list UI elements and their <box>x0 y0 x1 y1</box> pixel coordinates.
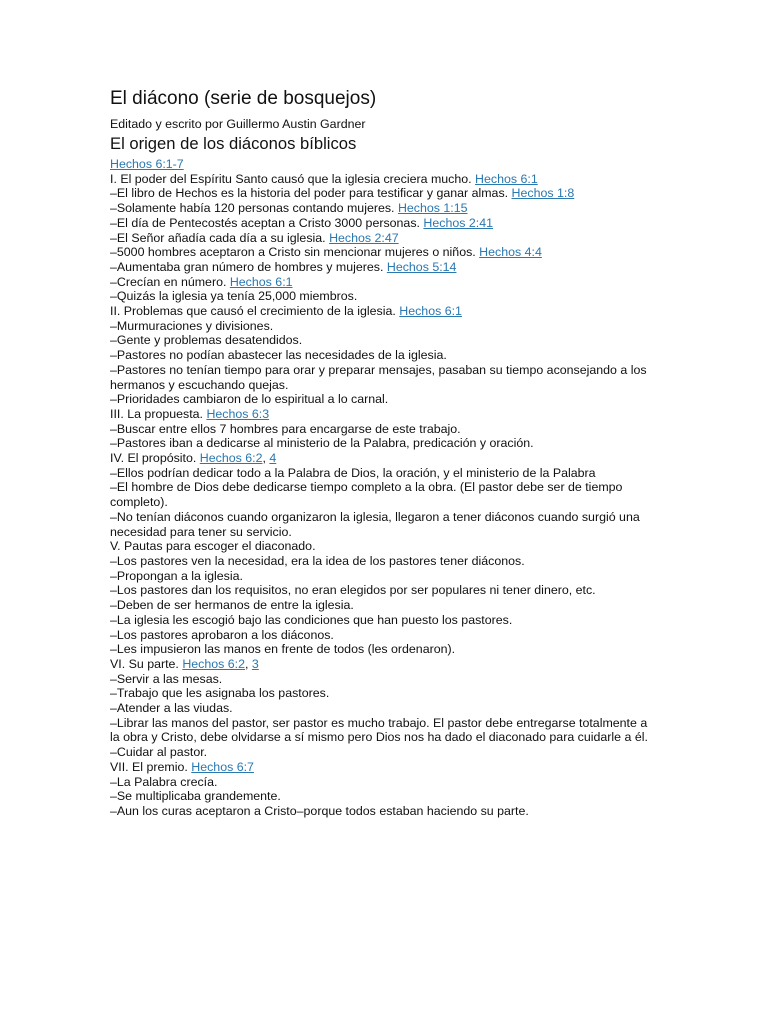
outline-text: –Buscar entre ellos 7 hombres para encargarse de este trabajo. <box>110 421 461 436</box>
outline-line <box>110 289 655 304</box>
outline-text: –Servir a las mesas. <box>110 671 223 686</box>
scripture-reference-link[interactable]: Hechos 1:8 <box>511 186 575 201</box>
outline-line <box>110 569 655 584</box>
outline-line <box>110 510 655 539</box>
outline-line <box>110 436 655 451</box>
outline-line <box>110 245 655 260</box>
scripture-reference-link[interactable]: Hechos 6:1 <box>475 171 538 186</box>
outline-line <box>110 701 655 716</box>
reference-separator: , <box>262 451 270 466</box>
outline-text: –Pastores no tenían tiempo para orar y preparar mensajes, pasaban su tiempo aconsejando a los hermanos y escuchando quejas. <box>110 362 647 392</box>
document-title: El diácono (serie de bosquejos) <box>110 88 377 109</box>
outline-line <box>110 672 655 687</box>
outline-line <box>110 363 655 392</box>
document <box>110 86 655 819</box>
scripture-reference-link[interactable]: Hechos 4:4 <box>479 245 542 260</box>
outline-line <box>110 804 655 819</box>
outline-line <box>110 466 655 481</box>
outline-line <box>110 789 655 804</box>
outline-text: –No tenían diáconos cuando organizaron la iglesia, llegaron a tener diáconos cuando surgió una necesidad para tener su servicio. <box>110 509 640 539</box>
document-body <box>110 157 655 819</box>
outline-line <box>110 657 655 672</box>
scripture-reference-link[interactable]: Hechos 6:2 <box>182 656 246 671</box>
scripture-reference-link[interactable]: Hechos 6:1-7 <box>110 157 184 171</box>
outline-text: –Deben de ser hermanos de entre la iglesia. <box>110 598 354 613</box>
outline-line <box>110 583 655 598</box>
outline-line <box>110 348 655 363</box>
outline-line <box>110 216 655 231</box>
outline-line <box>110 745 655 760</box>
scripture-reference-link[interactable]: 3 <box>251 656 259 671</box>
outline-text: –El día de Pentecostés aceptan a Cristo 3000 personas. <box>110 215 424 230</box>
outline-text: –El hombre de Dios debe dedicarse tiempo completo a la obra. (El pastor debe ser de tiempo completo). <box>110 480 623 510</box>
outline-text: –Pastores no podían abastecer las necesidades de la iglesia. <box>110 348 447 363</box>
outline-line <box>110 539 655 554</box>
scripture-reference-link[interactable]: Hechos 2:41 <box>423 215 493 230</box>
outline-text: –Quizás la iglesia ya tenía 25,000 miembros. <box>110 289 358 304</box>
outline-line <box>110 201 655 216</box>
outline-text: –La Palabra crecía. <box>110 774 218 789</box>
scripture-reference-link[interactable]: Hechos 6:3 <box>206 406 270 421</box>
outline-text: VI. Su parte. <box>110 656 183 671</box>
outline-text: –Atender a las viudas. <box>110 701 233 716</box>
outline-text: –Librar las manos del pastor, ser pastor es mucho trabajo. El pastor debe entregarse totalmente a la obra y Cristo, debe olvidarse a sí mismo pero Dios nos ha dado el diaconado para cuidarle a él. <box>110 715 648 745</box>
outline-line <box>110 760 655 775</box>
outline-text: –Los pastores aprobaron a los diáconos. <box>110 627 334 642</box>
scripture-reference-link[interactable]: Hechos 2:47 <box>329 230 399 245</box>
outline-text: –El Señor añadía cada día a su iglesia. <box>110 230 330 245</box>
outline-text: VII. El premio. <box>110 759 192 774</box>
outline-text: –Gente y problemas desatendidos. <box>110 333 303 348</box>
outline-line <box>110 775 655 790</box>
outline-text: –Aun los curas aceptaron a Cristo–porque todos estaban haciendo su parte. <box>110 803 529 818</box>
outline-text: –Aumentaba gran número de hombres y mujeres. <box>110 259 387 274</box>
outline-text: –Crecían en número. <box>110 274 230 289</box>
outline-line <box>110 554 655 569</box>
outline-line <box>110 422 655 437</box>
scripture-reference-link[interactable]: 4 <box>269 451 277 466</box>
outline-line <box>110 333 655 348</box>
scripture-reference-link[interactable]: Hechos 6:2 <box>199 451 263 466</box>
scripture-reference-link[interactable]: Hechos 1:15 <box>397 201 468 216</box>
outline-line <box>110 231 655 246</box>
outline-line <box>110 392 655 407</box>
outline-line <box>110 686 655 701</box>
scripture-reference-link[interactable]: Hechos 6:1 <box>229 274 293 289</box>
outline-line <box>110 407 655 422</box>
outline-line <box>110 628 655 643</box>
scripture-reference-link[interactable]: Hechos 5:14 <box>386 259 457 274</box>
outline-line <box>110 304 655 319</box>
outline-text: V. Pautas para escoger el diaconado. <box>110 539 316 554</box>
outline-text: –Les impusieron las manos en frente de todos (les ordenaron). <box>110 642 456 657</box>
scripture-reference-link[interactable]: Hechos 6:7 <box>191 759 254 774</box>
outline-text: –Se multiplicaba grandemente. <box>110 789 281 804</box>
outline-text: –Los pastores dan los requisitos, no eran elegidos por ser populares ni tener dinero, etc. <box>110 583 596 598</box>
outline-text: –Propongan a la iglesia. <box>110 568 243 583</box>
section-title: El origen de los diáconos bíblicos <box>110 134 357 153</box>
reference-separator: , <box>245 656 252 671</box>
outline-text: –5000 hombres aceptaron a Cristo sin mencionar mujeres o niños. <box>110 245 480 260</box>
outline-line <box>110 613 655 628</box>
outline-text: –Cuidar al pastor. <box>110 745 208 760</box>
scripture-reference-link[interactable]: Hechos 6:1 <box>399 304 462 319</box>
outline-text: –Prioridades cambiaron de lo espiritual a lo carnal. <box>110 392 389 407</box>
outline-line <box>110 186 655 201</box>
outline-text: I. El poder del Espíritu Santo causó que la iglesia creciera mucho. <box>110 171 476 186</box>
outline-text: –Murmuraciones y divisiones. <box>110 318 274 333</box>
outline-text: –Ellos podrían dedicar todo a la Palabra de Dios, la oración, y el ministerio de la Palabra <box>110 465 596 480</box>
outline-line <box>110 642 655 657</box>
outline-line <box>110 451 655 466</box>
outline-line <box>110 716 655 745</box>
outline-text: –Solamente había 120 personas contando mujeres. <box>110 201 398 216</box>
author-byline: Editado y escrito por Guillermo Austin Gardner <box>110 117 366 131</box>
outline-line <box>110 172 655 187</box>
outline-line <box>110 157 655 172</box>
outline-line <box>110 275 655 290</box>
outline-line <box>110 319 655 334</box>
outline-line <box>110 480 655 509</box>
outline-text: –Trabajo que les asignaba los pastores. <box>110 686 330 701</box>
outline-text: II. Problemas que causó el crecimiento de la iglesia. <box>110 304 400 319</box>
outline-text: IV. El propósito. <box>110 451 200 466</box>
outline-text: –Los pastores ven la necesidad, era la idea de los pastores tener diáconos. <box>110 553 525 568</box>
outline-text: –El libro de Hechos es la historia del poder para testificar y ganar almas. <box>110 186 512 201</box>
outline-text: –Pastores iban a dedicarse al ministerio de la Palabra, predicación y oración. <box>110 436 534 451</box>
outline-line <box>110 260 655 275</box>
outline-line <box>110 598 655 613</box>
outline-text: III. La propuesta. <box>110 406 207 421</box>
outline-text: –La iglesia les escogió bajo las condiciones que han puesto los pastores. <box>110 612 513 627</box>
